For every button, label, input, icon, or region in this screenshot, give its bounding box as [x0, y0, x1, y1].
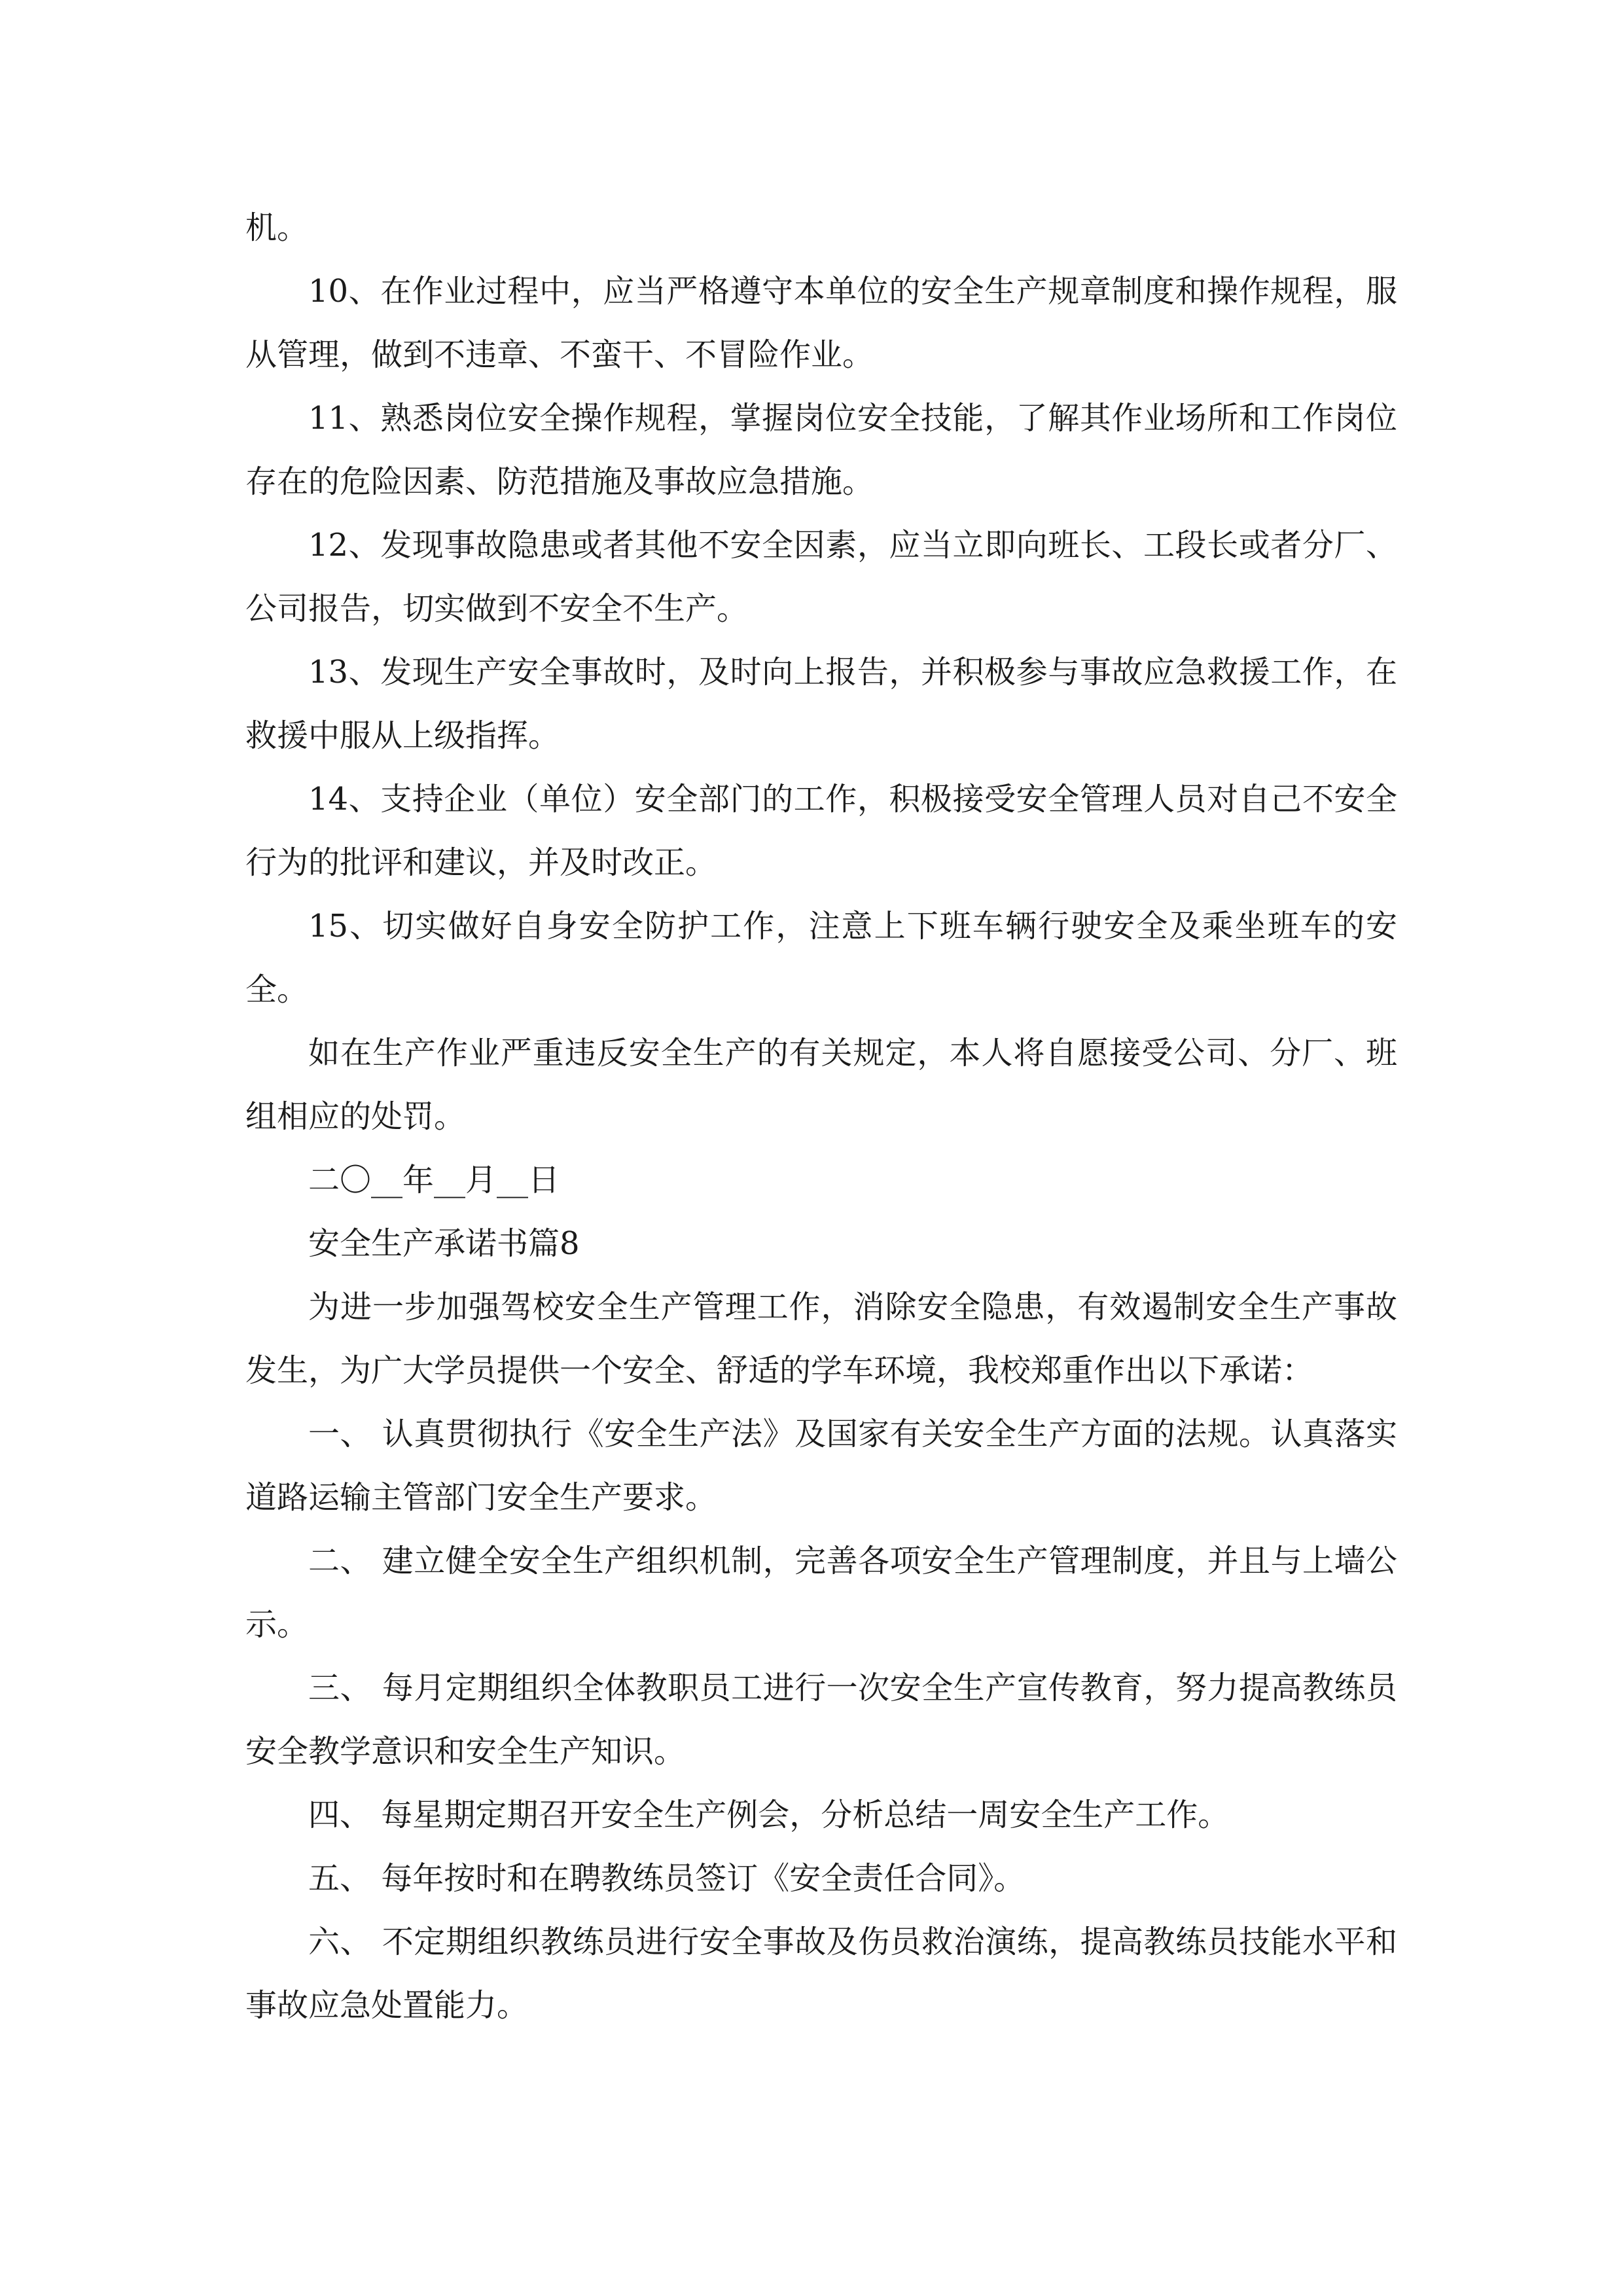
paragraph-item-11: 11、熟悉岗位安全操作规程，掌握岗位安全技能，了解其作业场所和工作岗位存在的危险因素、防范措施及事故应急措施。 [245, 400, 1397, 500]
paragraph-commitment-3: 三、 每月定期组织全体教职员工进行一次安全生产宣传教育，努力提高教练员安全教学意识和安全生产知识。 [245, 1670, 1397, 1770]
paragraph-commitment-2: 二、 建立健全安全生产组织机制，完善各项安全生产管理制度，并且与上墙公示。 [245, 1543, 1397, 1643]
paragraph-item-14: 14、支持企业（单位）安全部门的工作，积极接受安全管理人员对自己不安全行为的批评和建议，并及时改正。 [245, 781, 1397, 881]
section-title: 安全生产承诺书篇8 [308, 1225, 580, 1262]
paragraph-commitment-1: 一、 认真贯彻执行《安全生产法》及国家有关安全生产方面的法规。认真落实道路运输主管部门安全生产要求。 [245, 1416, 1397, 1516]
paragraph-item-10: 10、在作业过程中，应当严格遵守本单位的安全生产规章制度和操作规程，服从管理，做到不违章、不蛮干、不冒险作业。 [245, 273, 1397, 373]
paragraph-item-12: 12、发现事故隐患或者其他不安全因素，应当立即向班长、工段长或者分厂、公司报告，切实做到不安全不生产。 [245, 527, 1397, 627]
date-line: 二〇__年__月__日 [308, 1162, 560, 1198]
paragraph-item-13: 13、发现生产安全事故时，及时向上报告，并积极参与事故应急救援工作，在救援中服从上级指挥。 [245, 654, 1397, 754]
paragraph-commitment-5: 五、 每年按时和在聘教练员签订《安全责任合同》。 [308, 1860, 1026, 1897]
paragraph-intro: 为进一步加强驾校安全生产管理工作，消除安全隐患，有效遏制安全生产事故发生，为广大学员提供一个安全、舒适的学车环境，我校郑重作出以下承诺： [245, 1289, 1397, 1389]
paragraph-item-15: 15、切实做好自身安全防护工作，注意上下班车辆行驶安全及乘坐班车的安全。 [245, 908, 1397, 1008]
paragraph-commitment-6: 六、 不定期组织教练员进行安全事故及伤员救治演练，提高教练员技能水平和事故应急处置能力。 [245, 1924, 1397, 2024]
paragraph-continuation: 机。 [245, 209, 309, 246]
paragraph-penalty-statement: 如在生产作业严重违反安全生产的有关规定，本人将自愿接受公司、分厂、班组相应的处罚。 [245, 1035, 1397, 1135]
document-body [245, 196, 1397, 2037]
paragraph-commitment-4: 四、 每星期定期召开安全生产例会，分析总结一周安全生产工作。 [308, 1797, 1230, 1833]
